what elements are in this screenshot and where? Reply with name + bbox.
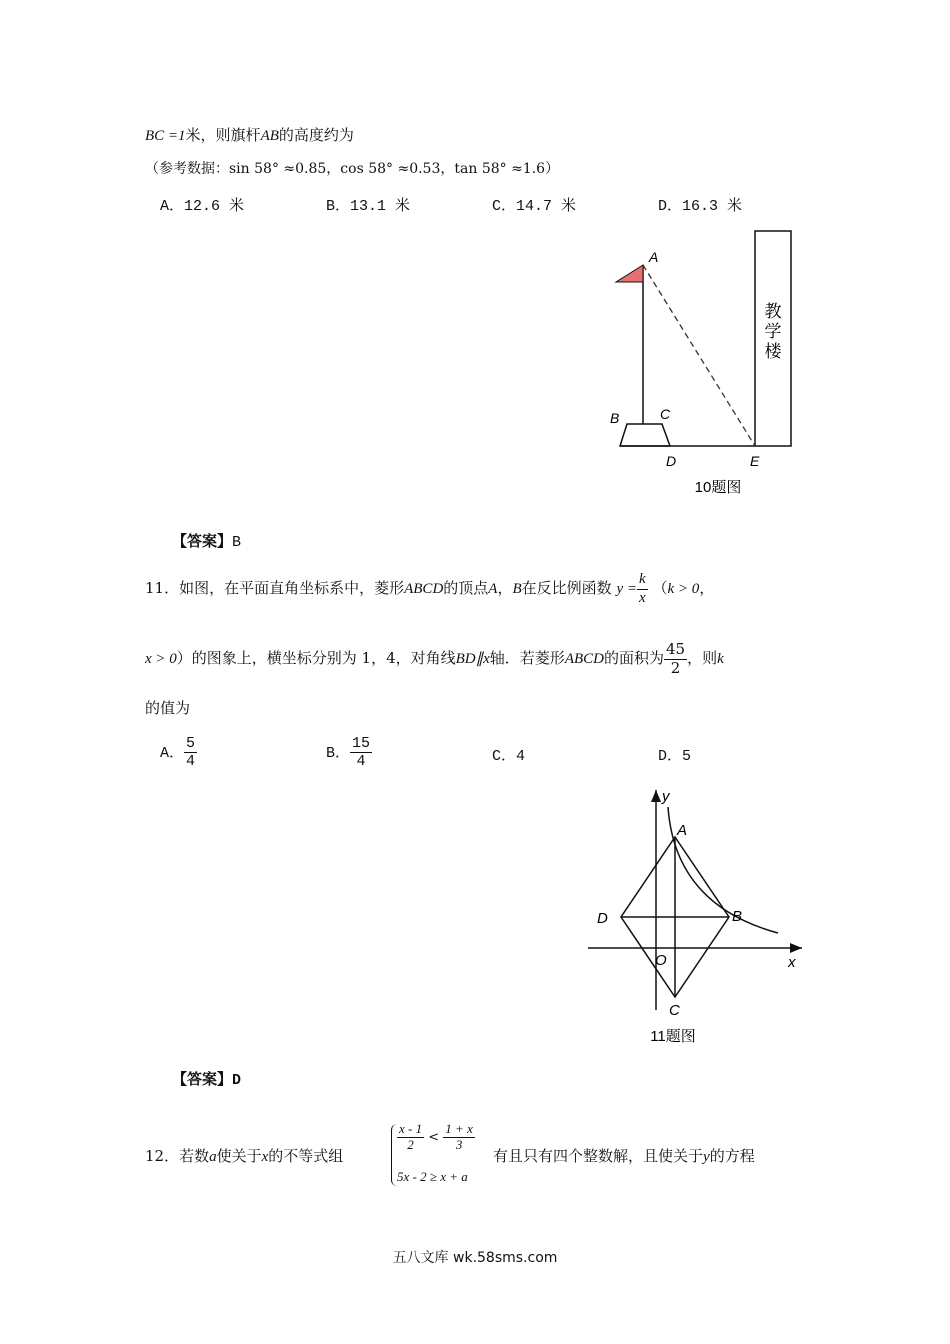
label-e: E	[750, 453, 760, 469]
ref-tan: tan 58° ≈1.6	[454, 161, 546, 177]
label-x: x	[788, 954, 796, 971]
ref-sin: sin 58° ≈0.85	[229, 161, 327, 177]
function-fraction: $\frac{k}{x}$	[638, 571, 646, 606]
footer-watermark: 五八文库 wk.58sms.com	[392, 1250, 558, 1266]
q10-option-a: A．12.6 米	[160, 198, 245, 215]
q11-line2: x > 0）的图象上，横坐标分别为 1，4，对角线BD∥x轴．若菱形ABCD的面积为 $\frac{45}{2}$ ，则k	[145, 640, 724, 677]
flag-base	[620, 424, 670, 446]
q11-answer: 【答案】D	[172, 1070, 242, 1089]
flag	[616, 265, 643, 282]
q10-option-d: D．16.3 米	[658, 198, 743, 215]
q10-option-c: C．14.7 米	[492, 198, 577, 215]
condition-k: k > 0	[667, 581, 700, 597]
building-label-3: 楼	[764, 342, 782, 361]
q11-option-b: B． $\frac{15}{4}$	[326, 735, 371, 771]
condition-x: x > 0	[145, 651, 177, 667]
q10-reference-data: （参考数据：sin 58° ≈0.85，cos 58° ≈0.53，tan 58° ≈1.6）	[145, 161, 560, 177]
q12-intro: 12．若数a使关于x的不等式组	[145, 1147, 344, 1165]
q11-line3: 的值为	[145, 699, 191, 717]
q11-line1: 11．如图，在平面直角坐标系中，菱形ABCD的顶点A，B在反比例函数 y = $\frac{k}{x}$ （k > 0，	[145, 571, 715, 606]
figure-10	[600, 225, 810, 505]
q11-option-a: A． $\frac{5}{4}$	[160, 735, 196, 771]
label-y: y	[662, 788, 670, 805]
building-label-2: 学	[764, 322, 782, 341]
label-d: D	[597, 910, 608, 927]
inequality-2: 5x - 2 ≥ x + a	[397, 1169, 468, 1184]
bc-expression: BC =1	[145, 128, 186, 144]
label-d: D	[666, 453, 677, 469]
q11-option-d: D．5	[658, 748, 692, 765]
label-b: B	[732, 908, 743, 925]
x-axis-arrow	[790, 943, 802, 953]
q10-answer: 【答案】B	[172, 532, 242, 551]
label-a: A	[649, 249, 659, 265]
area-fraction: $\frac{45}{2}$	[666, 640, 686, 677]
figure-11-caption: 11题图	[650, 1028, 696, 1045]
figure-11	[580, 785, 810, 1050]
q12-number: 12．	[145, 1147, 180, 1165]
label-o: O	[655, 952, 667, 969]
q10-line1: BC =1米，则旗杆AB的高度约为	[145, 126, 354, 144]
q11-number: 11．	[145, 579, 180, 597]
q10-option-b: B．13.1 米	[326, 198, 411, 215]
ref-cos: cos 58° ≈0.53	[340, 161, 441, 177]
y-axis-arrow	[651, 790, 661, 802]
function-lhs: y =	[616, 581, 637, 597]
q11-option-c: C．4	[492, 748, 526, 765]
building-label-1: 教	[764, 302, 782, 321]
label-c: C	[669, 1002, 680, 1019]
diagonal-parallel: BD∥x	[455, 651, 490, 667]
figure-10-caption: 10题图	[694, 479, 742, 496]
label-a: A	[677, 822, 688, 839]
label-c: C	[660, 406, 671, 422]
label-b: B	[610, 410, 620, 426]
inequality-1: $\frac{x - 1}{2}$ < $\frac{1 + x}{3}$	[399, 1121, 473, 1152]
q12-tail: 有且只有四个整数解，且使关于y的方程	[493, 1147, 755, 1165]
